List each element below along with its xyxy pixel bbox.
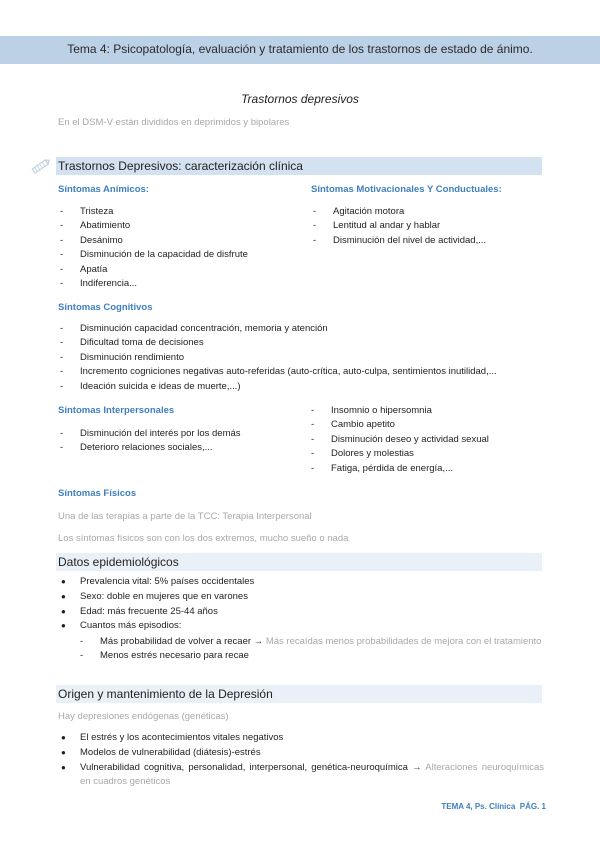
page-number: PÁG. 1 (519, 802, 546, 811)
list-item: - Abatimiento (60, 219, 310, 233)
list-item: - Desánimo (60, 234, 310, 248)
list-item: - Disminución del interés por los demás (60, 427, 300, 441)
list-item (80, 635, 543, 649)
note-terapia: Una de las terapias a parte de la TCC: Terapia Interpersonal (58, 511, 312, 522)
heading-cognitivos: Síntomas Cognitivos (58, 302, 153, 313)
list-interpersonales (60, 427, 300, 456)
list-animicos (60, 205, 310, 291)
page-footer (441, 802, 546, 811)
list-item: ● El estrés y los acontecimientos vitales negativos (60, 731, 544, 746)
list-item: ● Modelos de vulnerabilidad (diátesis)-estrés (60, 746, 544, 761)
footer-label: TEMA 4, Ps. Clínica (441, 802, 516, 811)
item-note: Alteraciones neuroquímicas en cuadros genéticos (80, 761, 545, 788)
section-heading-clinical: Trastornos Depresivos: caracterización clínica (56, 157, 542, 175)
list-item: ● Sexo: doble en mujeres que en varones (60, 590, 545, 605)
note-sintomas-fisicos: Los síntomas físicos son con los dos extremos, mucho sueño o nada (58, 533, 349, 544)
list-item: ● Edad: más frecuente 25-44 años (60, 605, 545, 620)
note-endogenas: Hay depresiones endógenas (genéticas) (58, 711, 229, 722)
header-bar (0, 36, 600, 64)
list-item: - Lentitud al andar y hablar (313, 219, 543, 233)
heading-motivacionales: Síntomas Motivacionales Y Conductuales: (311, 184, 502, 195)
item-text: Vulnerabilidad cognitiva, personalidad, interpersonal, genética-neuroquímica (80, 761, 408, 773)
list-origin (60, 731, 544, 790)
list-cognitivos (60, 322, 545, 394)
list-item: - Disminución deseo y actividad sexual (311, 433, 543, 447)
list-item: - Cambio apetito (311, 418, 543, 432)
heading-fisicos: Síntomas Físicos (58, 488, 137, 499)
list-item: - Insomnio o hipersomnia (311, 404, 543, 418)
list-item: - Apatía (60, 263, 310, 277)
list-item: - Agitación motora (313, 205, 543, 219)
list-item: - Incremento cogniciones negativas auto-referidas (auto-crítica, auto-culpa, sentimientos inutilidad,... (60, 365, 545, 379)
list-item: - Ideación suicida e ideas de muerte,...) (60, 380, 545, 394)
pencil-icon (30, 155, 52, 177)
list-item: - Fatiga, pérdida de energía,... (311, 462, 543, 476)
section-heading-epidemiology: Datos epidemiológicos (56, 553, 542, 571)
document-title: Tema 4: Psicopatología, evaluación y tratamiento de los trastornos de estado de ánimo. (67, 42, 533, 56)
section-subtitle: Trastornos depresivos (241, 92, 359, 106)
section-heading-origin: Origen y mantenimiento de la Depresión (56, 685, 542, 703)
list-item: ● Prevalencia vital: 5% países occidentales (60, 575, 545, 590)
heading-interpersonales: Síntomas Interpersonales (58, 405, 175, 416)
list-item: - Tristeza (60, 205, 310, 219)
list-motivacionales (313, 205, 543, 248)
sub-item-bold: Más probabilidad de volver a recaer (100, 636, 252, 647)
list-item: - Dolores y molestias (311, 447, 543, 461)
intro-note: En el DSM-V están divididos en deprimidos y bipolares (58, 117, 290, 128)
list-item: - Menos estrés necesario para recae (80, 649, 543, 663)
heading-animicos: Síntomas Anímicos: (58, 184, 149, 195)
list-item: - Disminución capacidad concentración, memoria y atención (60, 322, 545, 336)
list-item: - Indiferencia... (60, 277, 310, 291)
list-item: - Disminución del nivel de actividad,... (313, 234, 543, 248)
sub-item-note: Más recaídas menos probabilidades de mejora con el tratamiento (265, 636, 542, 647)
list-item: - Disminución de la capacidad de disfrute (60, 248, 310, 262)
list-item (60, 761, 544, 791)
arrow-icon: → (412, 761, 422, 773)
list-item: - Disminución rendimiento (60, 351, 545, 365)
list-epidemiology (60, 575, 545, 634)
sublist-episodios (80, 635, 543, 664)
arrow-icon: → (253, 636, 264, 647)
list-item: ● Cuantos más episodios: (60, 619, 545, 634)
list-item: - Dificultad toma de decisiones (60, 336, 545, 350)
list-item: - Deterioro relaciones sociales,... (60, 441, 300, 455)
list-fisicos (311, 404, 543, 476)
